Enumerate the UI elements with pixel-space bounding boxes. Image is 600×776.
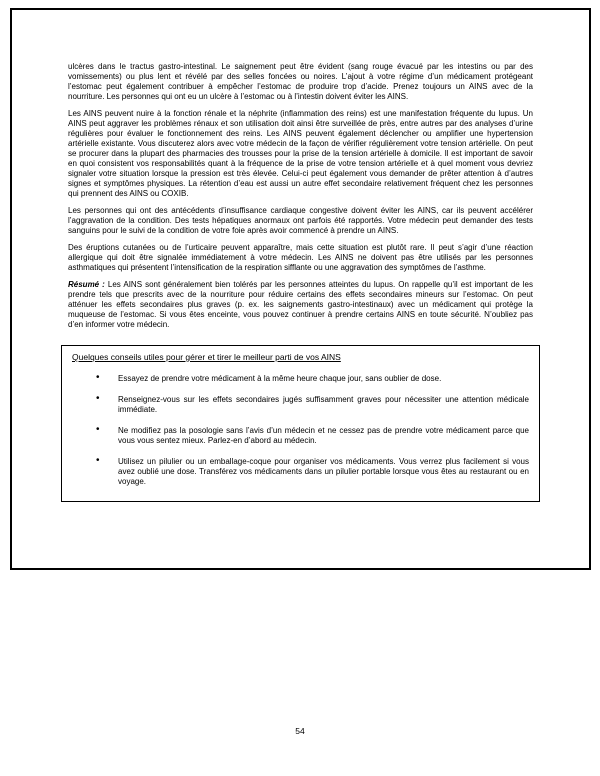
paragraph: ulcères dans le tractus gastro-intestinal. Le saignement peut être évident (sang rouge évacué par les intestins ou par des vomissements) ou plus lent et révélé par des selles foncées ou noires. L’ajout à votre régime d’un médicament protégeant l’estomac peut également contribuer à empêcher l’estomac de produire trop d’acide. Prenez toujours un AINS avec de la nourriture. Les personnes qui ont eu un ulcère à l’estomac ou à l’intestin doivent éviter les AINS.: [68, 62, 533, 101]
tips-list: [72, 374, 529, 487]
paragraph: Les AINS peuvent nuire à la fonction rénale et la néphrite (inflammation des reins) est une manifestation fréquente du lupus. Un AINS peut aggraver les problèmes rénaux et son utilisation doit ainsi être surveillée de près, entre autres par des analyses d’urine régulières pour évaluer le fonctionnement des reins. Les AINS peuvent également déclencher ou amplifier une hypertension artérielle existante. Vous discuterez alors avec votre médecin de la façon de vérifier régulièrement votre tension artérielle. On peut se procurer dans la plupart des pharmacies des trousses pour la prise de la tension artérielle à domicile. Il est important de savoir en quoi consistent vos responsabilités quant à la fréquence de la prise de votre tension artérielle et à quel moment vous devriez signaler votre situation lorsque la pression est très élevée. Celui-ci peut également vous demander de prêter attention à d’autres signes et symptômes physiques. La rétention d’eau est aussi un autre effet secondaire relativement fréquent chez les personnes qui prennent des AINS ou COXIB.: [68, 109, 533, 198]
tips-box: [61, 345, 540, 502]
page-content: [68, 62, 533, 502]
summary-paragraph: [68, 280, 533, 330]
tips-list-item: • Essayez de prendre votre médicament à la même heure chaque jour, sans oublier de dose.: [94, 374, 529, 384]
tips-list-item: • Utilisez un pilulier ou un emballage-coque pour organiser vos médicaments. Vous verrez plus facilement si vous avez oublié une dose. Transférez vos médicaments dans un pilulier portable lorsque vous êtes au restaurant ou en voyage.: [94, 457, 529, 487]
tips-box-title: Quelques conseils utiles pour gérer et tirer le meilleur parti de vos AINS: [72, 352, 341, 362]
summary-label: Résumé :: [68, 280, 105, 289]
paragraph: Les personnes qui ont des antécédents d’insuffisance cardiaque congestive doivent éviter les AINS, car ils peuvent accélérer l’aggravation de la condition. Des tests hépatiques anormaux ont parfois été rapportés. Votre médecin peut demander des tests sanguins pour le suivi de la condition de votre foie après avoir commencé à prendre un AINS.: [68, 206, 533, 235]
summary-text: Les AINS sont généralement bien tolérés par les personnes atteintes du lupus. On rappelle qu’il est important de les prendre tels que prescrits avec de la nourriture pour réduire certains des effets secondaires mineurs sur l’estomac. On peut atténuer les effets secondaires plus graves (p. ex. les saignements gastro-intestinaux) avec un médicament qui protège la muqueuse de l’estomac. Si vous êtes enceinte, vous pouvez continuer à prendre certains AINS en toute sécurité. N’oubliez pas d’en informer votre médecin.: [68, 280, 533, 329]
paragraph: Des éruptions cutanées ou de l’urticaire peuvent apparaître, mais cette situation est plutôt rare. Il peut s’agir d’une réaction allergique qui doit être signalée immédiatement à votre médecin. Les AINS ne doivent pas être utilisés par les personnes asthmatiques qui présentent l’intensification de la respiration sifflante ou une aggravation des symptômes de l’asthme.: [68, 243, 533, 272]
page-number: 54: [295, 726, 305, 736]
tips-list-item: • Ne modifiez pas la posologie sans l’avis d’un médecin et ne cessez pas de prendre votre médicament parce que vous vous sentez mieux. Parlez-en d’abord au médecin.: [94, 426, 529, 446]
tips-list-item: • Renseignez-vous sur les effets secondaires jugés suffisamment graves pour nécessiter une attention médicale immédiate.: [94, 395, 529, 415]
